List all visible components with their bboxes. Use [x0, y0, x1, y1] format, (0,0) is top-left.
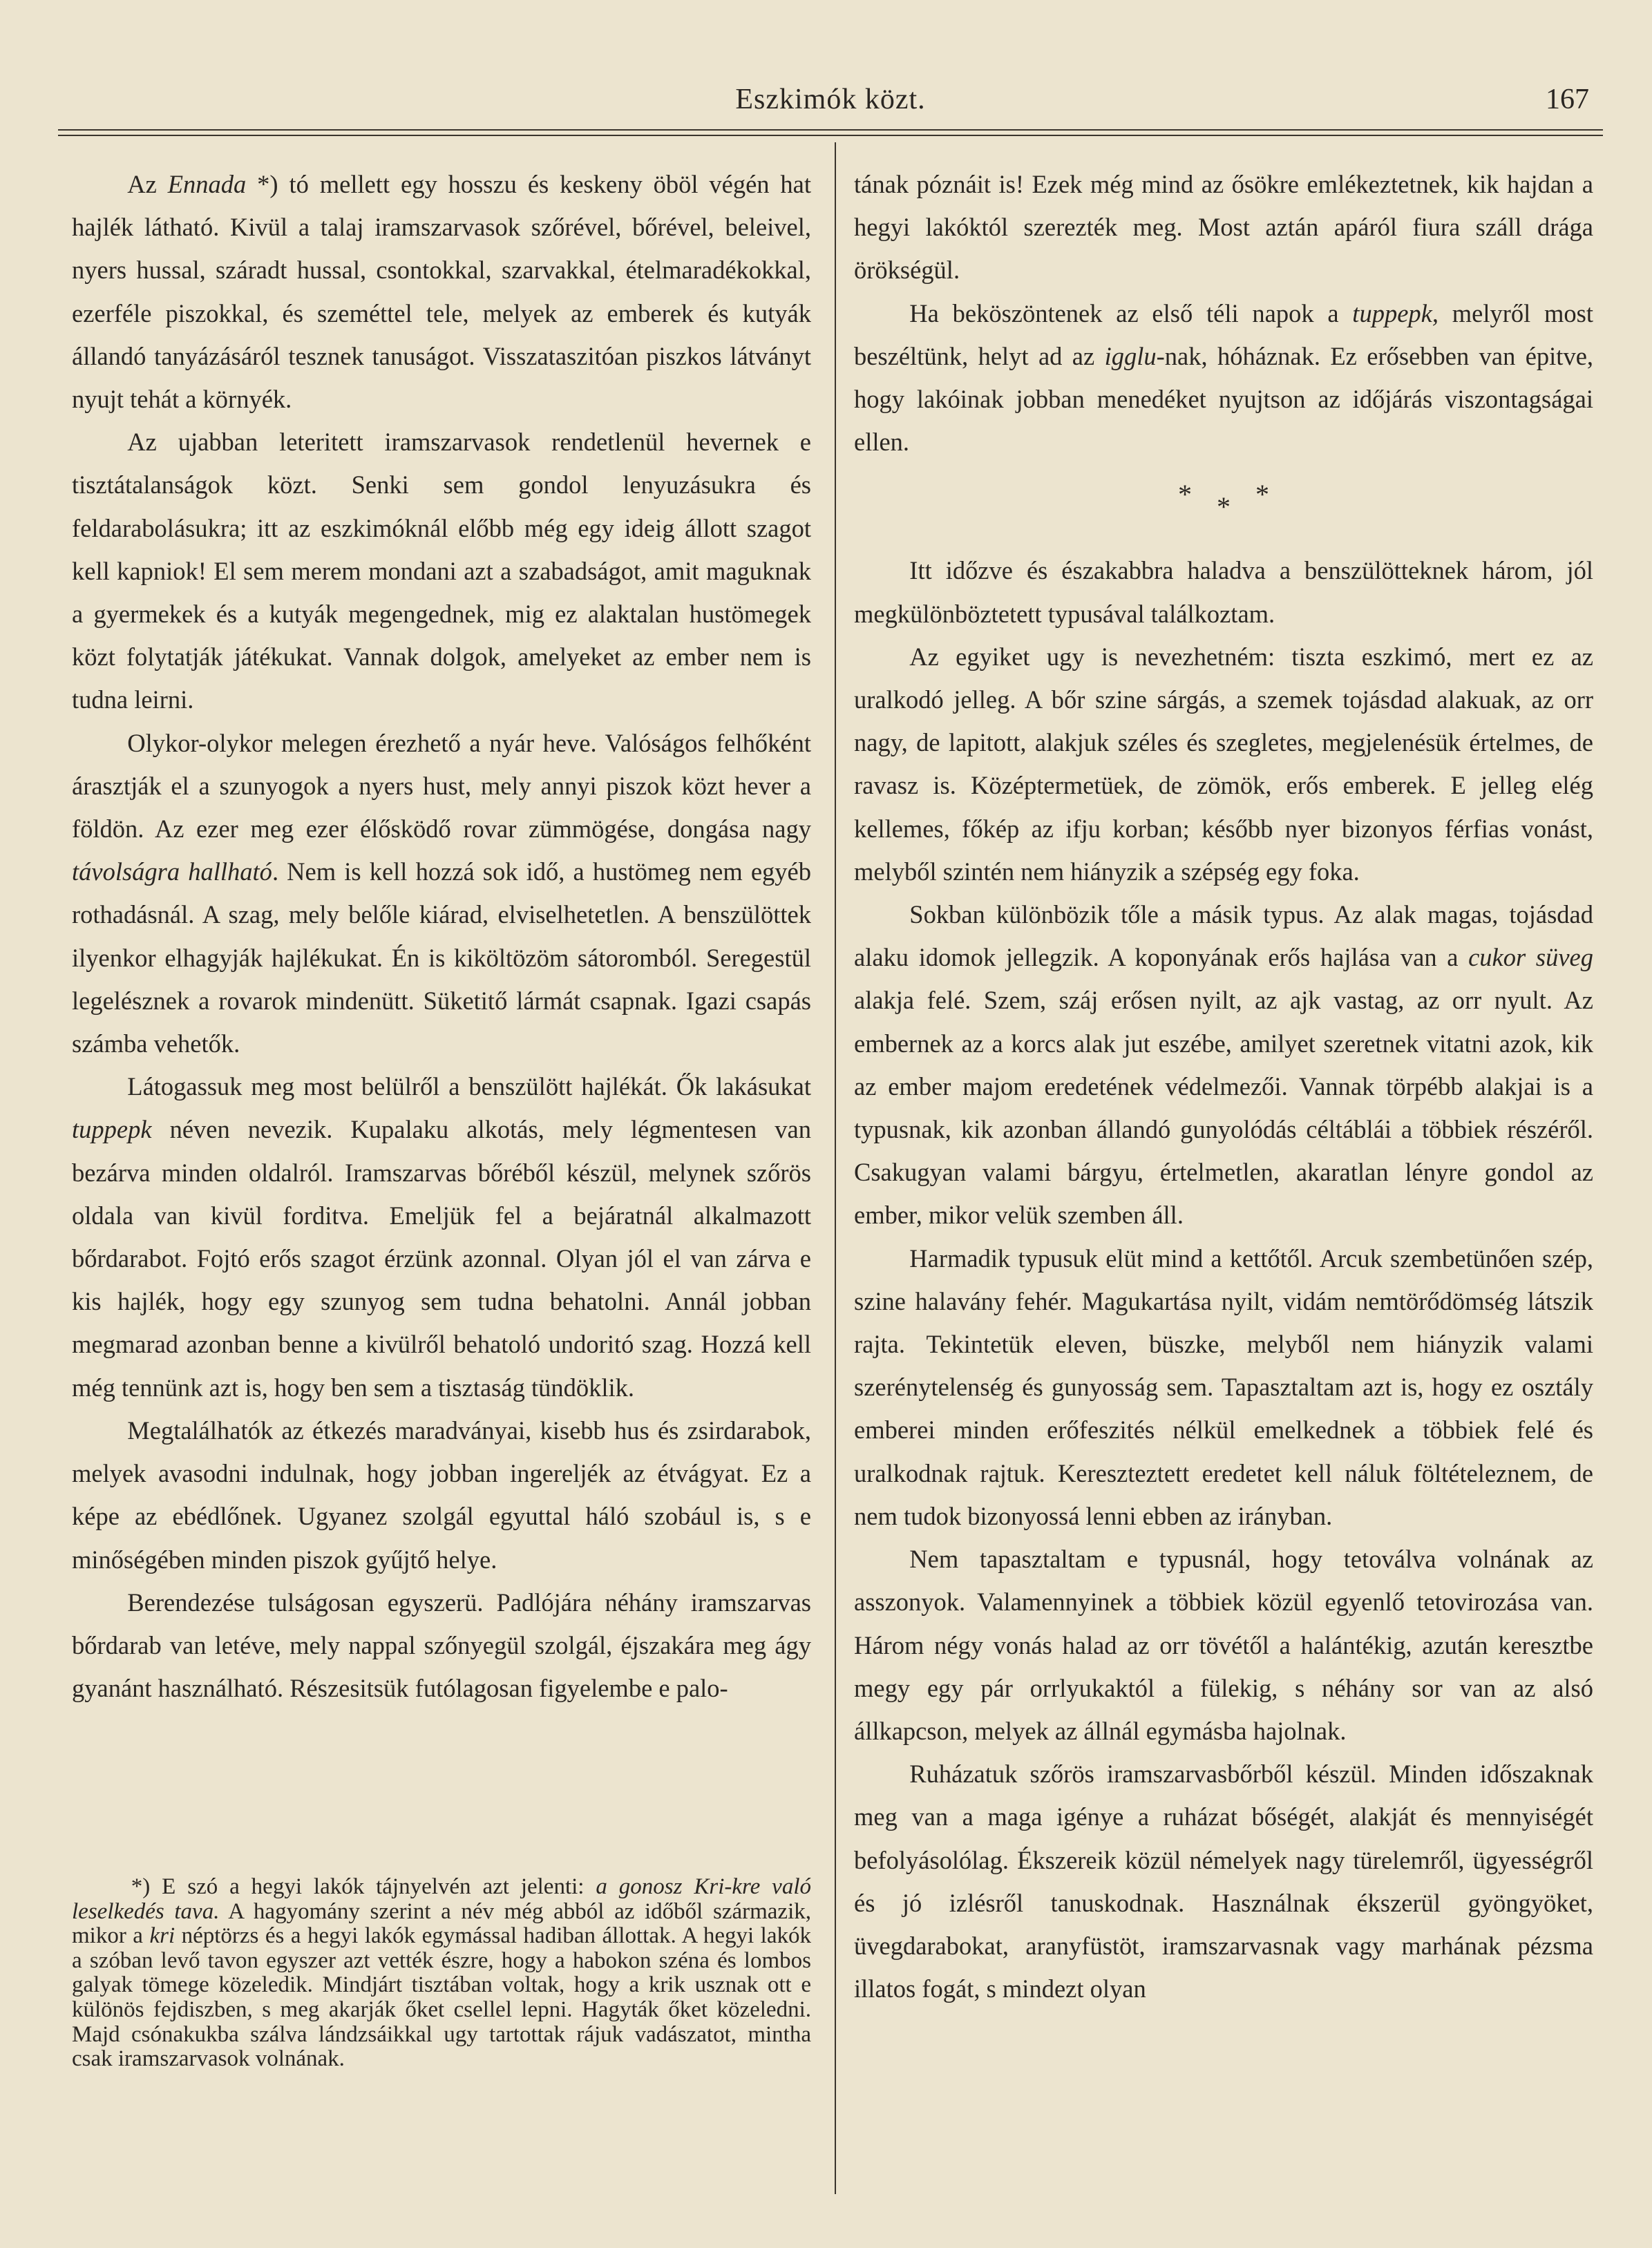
- header-rule-top: [58, 129, 1603, 131]
- italic-phrase: cukor süveg: [1468, 943, 1593, 972]
- place-name-ennada: Ennada: [167, 170, 247, 198]
- text-run: Látogassuk meg most belülről a benszülött hajlékát. Ők lakásukat: [127, 1072, 811, 1101]
- text-run: Olykor-olykor melegen érezhető a nyár heve. Valóságos felhőként árasztják el a szunyogok a nyers hust, mely annyi piszok közt hever a földön. Az ezer meg ezer élősködő rovar zümmögése, dongása nagy: [72, 728, 811, 844]
- text-run: néven nevezik. Kupalaku alkotás, mely légmentesen van bezárva minden oldalról. Iramszarvas bőréből készül, melynek szőrös oldala van kivül forditva. Emeljük fel a bejáratnál alkalmazott bőrdarabot. Fojtó erős szagot érzünk azonnal. Olyan jól el van zárva e kis hajlék, hogy egy szunyog sem tudna behatolni. Annál jobban megmarad azonban benne a kivülről behatoló undoritó szag. Hozzá kell még tennünk azt is, hogy ben sem a tisztaság tündöklik.: [72, 1115, 811, 1402]
- italic-term-igglu: igglu: [1104, 341, 1157, 370]
- text-run: -nak, hóháznak. Ez erősebben van épitve, hogy lakóinak jobban menedéket nyujtson az időjárás viszontagságai ellen.: [854, 341, 1594, 457]
- text-run: alakja felé. Szem, száj erősen nyilt, az ajk vastag, az orr nyult. Az embernek az a korcs alak jut eszébe, amilyet szeretnek vitatni azok, kik az ember majom eredetének védelmezői. Vannak törpébb alakjai is a typusnak, kik azonban állandó gunyolódás céltáblái a többiek részéről. Csakugyan valami bárgyu, értelmetlen, akaratlan lényre gondol az ember, mikor velük szemben áll.: [854, 986, 1593, 1230]
- right-paragraph-1: tának póznáit is! Ezek még mind az ősökre emlékeztetnek, kik hajdan a hegyi lakóktól szerezték meg. Most aztán apáról fiura száll drága örökségül.: [854, 170, 1593, 285]
- footnote: [72, 1875, 811, 2072]
- italic-phrase: a gonosz Kri-kre való leselkedés tava.: [72, 1874, 811, 1924]
- column-divider: [835, 142, 836, 2194]
- left-paragraph-3: [72, 722, 811, 1066]
- asterisk: *: [1217, 491, 1231, 523]
- text-run: *) E szó a hegyi lakók tájnyelvén azt jelenti:: [131, 1874, 596, 1899]
- left-paragraph-2: Az ujabban leteritett iramszarvasok rendetlenül hevernek e tisztátalanságok közt. Senki sem gondol lenyuzásukra és feldarabolásukra; itt az eszkimóknál előbb még egy ideig állott szagot kell kapniok! El sem merem mondani azt a szabadságot, amit maguknak a gyermekek és a kutyák megengednek, mig ez alaktalan hustömegek közt folytatják játékukat. Vannak dolgok, amelyeket az ember nem is tudna leirni.: [72, 428, 811, 714]
- running-header: [58, 77, 1603, 126]
- text-run: néptörzs és a hegyi lakók egymással hadiban állottak. A hegyi lakók a szóban levő tavon egyszer azt vették észre, hogy a habokon széna és lombos galyak tömege közeledik. Mindjárt tisztában voltak, hogy a krik usznak ott e különös fejdiszben, s meg akarják őket csellel lepni. Hagyták őket közeledni. Majd csónakukba szálva lándzsáikkal ugy tartottak rájuk vadászatot, mintha csak iramszarvasok volnának.: [72, 1923, 811, 2072]
- left-column: [72, 163, 811, 1710]
- text-run: Az: [127, 170, 168, 198]
- text-run: Sokban különbözik tőle a másik typus. Az alak magas, tojásdad alaku idomok jellegzik. A koponyának erős hajlása van a: [854, 900, 1593, 972]
- text-run: melyről most beszéltünk, helyt ad az: [854, 298, 1594, 370]
- right-paragraph-3: Itt időzve és északabbra haladva a benszülötteknek három, jól megkülönböztetett typusával találkoztam.: [854, 556, 1593, 628]
- italic-term-kri: kri: [149, 1923, 175, 1949]
- right-paragraph-8: Ruházatuk szőrös iramszarvasbőrből készül. Minden időszaknak meg van a maga igénye a ruházat bőségét, alakját és mennyiségét befolyásolólag. Ékszereik közül némelyek nagy türelemről, ügyességről és jó izlésről tanuskodnak. Használnak ékszerül gyöngyöket, üvegdarabokat, aranyfüstöt, iramszarvasnak vagy marhának pézsma illatos fogát, s mindezt olyan: [854, 1760, 1593, 2003]
- italic-term-tuppepk: tuppepk,: [1352, 298, 1439, 327]
- left-paragraph-6: Berendezése tulságosan egyszerü. Padlójára néhány iramszarvas bőrdarab van letéve, mely nappal szőnyegül szolgál, éjszakára meg ágy gyanánt használható. Részesitsük futólagosan figyelembe e palo-: [72, 1588, 811, 1703]
- left-paragraph-4: [72, 1065, 811, 1409]
- italic-term-tuppepk: tuppepk: [72, 1115, 152, 1144]
- text-run: . Nem is kell hozzá sok idő, a hustömeg nem egyéb rothadásnál. A szag, mely belőle kiárad, elviselhetetlen. A benszülöttek ilyenkor elhagyják hajlékukat. Én is kiköltözöm sátoromból. Seregestül legelésznek a rovarok mindenütt. Süketitő lármát csapnak. Igazi csapás számba vehetők.: [72, 857, 811, 1058]
- header-rule-bottom: [58, 135, 1603, 136]
- page-number: 167: [1546, 84, 1589, 115]
- asterisk: *: [1255, 479, 1269, 511]
- text-run: Ha beköszöntenek az első téli napok a: [909, 298, 1353, 327]
- footnote-text: [72, 1875, 811, 2072]
- asterisk: *: [1178, 479, 1192, 511]
- right-paragraph-2: [854, 292, 1593, 464]
- section-break-asterisks: [854, 464, 1593, 549]
- text-run: A hagyomány szerint a név még abból az időből származik, mikor a: [72, 1898, 811, 1949]
- text-run: *) tó mellett egy hosszu és keskeny öböl végén hat hajlék látható. Kivül a talaj iramszarvasok szőrével, bőrével, beleivel, nyers hussal, száradt hussal, csontokkal, szarvakkal, ételmaradékokkal, ezerféle piszokkal, és szeméttel tele, melyek az emberek és kutyák állandó tanyázásáról tesznek tanuságot. Visszataszitóan piszkos látványt nyujt tehát a környék.: [72, 170, 811, 414]
- right-paragraph-6: Harmadik typusuk elüt mind a kettőtől. Arcuk szembetünően szép, szine halavány fehér. Magukartása nyilt, vidám nemtörődömség látszik rajta. Tekintetük eleven, büszke, melyből nem hiányzik valami szerénytelenség és gunyosság sem. Tapasztaltam azt is, hogy ez osztály emberei minden erőfeszités nélkül emelkednek a többiek felé és uralkodnak rajtuk. Kereszteztett eredetet kell náluk föltételeznem, de nem tudok bizonyossá lenni ebben az irányban.: [854, 1244, 1593, 1530]
- running-title: Eszkimók közt.: [735, 84, 926, 115]
- right-paragraph-7: Nem tapasztaltam e typusnál, hogy tetoválva volnának az asszonyok. Valamennyinek a többiek közül egyenlő tetovirozása van. Három négy vonás halad az orr tövétől a halántékig, azután keresztbe megy egy pár orrlyukaktól a fülekig, s néhány sor van az alsó állkapcson, melyek az állnál egymásba hajolnak.: [854, 1545, 1593, 1745]
- italic-phrase: távolságra hallható: [72, 857, 272, 886]
- left-paragraph-5: Megtalálhatók az étkezés maradványai, kisebb hus és zsirdarabok, melyek avasodni indulnak, hogy jobban ingereljék az étvágyat. Ez a képe az ebédlőnek. Ugyanez szolgál egyuttal háló szobául is, s e minőségében minden piszok gyűjtő helye.: [72, 1416, 811, 1574]
- right-column: [854, 163, 1593, 2010]
- right-paragraph-5: [854, 893, 1593, 1237]
- left-paragraph-1: [72, 163, 811, 421]
- right-paragraph-4: Az egyiket ugy is nevezhetném: tiszta eszkimó, mert ez az uralkodó jelleg. A bőr szine sárgás, a szemek tojásdad alakuak, az orr nagy, de lapitott, alakjuk széles és szegletes, megjelenésük értelmes, de ravasz is. Középtermetüek, de zömök, erős emberek. E jelleg elég kellemes, főkép az ifju korban; később nyer bizonyos férfias vonást, melyből szintén nem hiányzik a szépség egy foka.: [854, 642, 1593, 886]
